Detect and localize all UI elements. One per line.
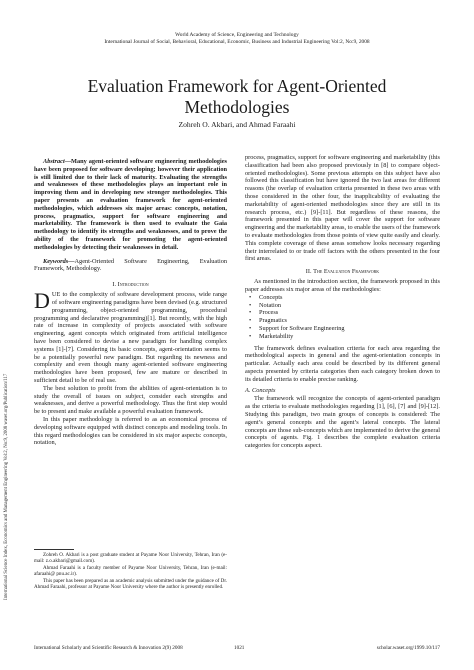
footnote-divider [34, 549, 74, 550]
section-heading-framework: II. The Evaluation Framework [305, 268, 380, 276]
keywords: Keywords—Agent-Oriented Software Engineering, Evaluation Framework, Methodology. [34, 257, 227, 273]
list-item: • Concepts [259, 294, 440, 302]
authors: Zohreh O. Akbari, and Ahmad Faraahi [178, 120, 296, 129]
drop-cap: D [34, 288, 50, 314]
list-item: • Marketability [259, 333, 440, 341]
intro-paragraph-1: DUE to the complexity of software development process, wide range of software engineering paradigms have been devised (e.g. structured programming, object-oriented programming, procedural programming and declarative programming)[1]. But recently, with the high rate of increase in complexity of projects associated with software engineering, agent concepts which originated from artificial intelligence have been considered to devise a new paradigm for handling complex systems [1]-[7]. Considering its basic concepts, agent-orientation seems to be a potentially powerful new paradigm. But regarding its newness and complexity and even though many agent-oriented software engineering methodologies have been proposed, few are mature or described in sufficient detail to be of real use. [34, 288, 227, 384]
side-margin-text: International Science Index, Economics and Management Engineering Vol:2, No:9, 2008 waset.org/Publication/117 [4, 373, 9, 600]
paper-title-line2: Methodologies [184, 97, 290, 117]
paper-title [40, 76, 434, 118]
keywords-label: Keywords [43, 257, 69, 265]
footer-journal: International Scholarly and Scientific Research & Innovation 2(9) 2008 [34, 645, 183, 651]
list-item: • Pragmatics [259, 317, 440, 325]
subsection-heading-concepts: A. Concepts [245, 386, 276, 394]
paper-title-line1: Evaluation Framework for Agent-Oriented [87, 76, 387, 96]
intro-paragraph-2: The best solution to profit from the abilities of agent-orientation is to study the overall of issues on subject, consider each strengths and weaknesses, and derive a powerful methodology. Thus the first step would be to present and make available a powerful evaluation framework. [34, 384, 227, 416]
list-item: • Support for Software Engineering [259, 325, 440, 333]
framework-paragraph-3: The framework will recognize the concepts of agent-oriented paradigm as the criteria to evaluate methodologies regarding [1], [6], [7] and [9]-[12]. Studying this paradigm, two main groups of concepts is considered: The agent’s general concepts and the agent’s lateral concepts. The lateral concepts are those sub-concepts which are implemented to derive the general concepts of agents. Fig. 1 describes the complete evaluation criteria categories for concepts aspect. [245, 395, 440, 450]
framework-paragraph-2: The framework defines evaluation criteria for each area regarding the methodological aspects in general and the agent-orientation concepts in particular. Actually each area could be described by its different general aspects presented by criteria categories then each category broken down to its detailed criteria to enable precise ranking. [245, 344, 440, 383]
footer-page-number: 1021 [234, 645, 245, 651]
right-column [245, 154, 440, 450]
list-item: • Process [259, 309, 440, 317]
left-column [34, 158, 227, 447]
footnote-2: Ahmad Faraahi is a faculty member of Payame Noor University, Tehran, Iran (e-mail: afaraahi@ pnu.ac.ir). [34, 565, 227, 578]
footnote-1: Zohreh O. Akbari is a post graduate student at Payame Noor University, Tehran, Iran (e-mail: z.o.akbari@gmail.com). [34, 552, 227, 565]
keywords-text: Agent-Oriented Software Engineering, Evaluation Framework, Methodology. [34, 257, 227, 273]
areas-bullet-list [245, 294, 440, 341]
footer-url: scholar.waset.org/1999.10/117 [376, 645, 440, 651]
footnotes [34, 552, 227, 592]
list-item: • Notation [259, 302, 440, 310]
abstract: Abstract—Many agent-oriented software engineering methodologies have been proposed for software developing; however their application is still limited due to their lack of maturity. Evaluating the strengths and weaknesses of these methodologies plays an important role in improving them and in developing new stronger methodologies. This paper presents an evaluation framework for agent-oriented methodologies, which addresses six major areas: concepts, notation, process, pragmatics, support for software engineering and marketability. The framework is then used to evaluate the Gaia methodology to identify its strengths and weaknesses, and to prove the ability of the framework for promoting the agent-oriented methodologies by detecting their weaknesses in detail. [34, 158, 227, 251]
abstract-label: Abstract [43, 158, 65, 165]
footnote-3: This paper has been prepared as an academic analysis submitted under the guidance of Dr. Ahmad Faraahi, professor at Payame Noor University where the author is presently enrolled. [34, 578, 228, 591]
section-heading-introduction: I. Introduction [112, 281, 149, 289]
framework-paragraph-1: As mentioned in the introduction section, the framework proposed in this paper addresses six major areas of the methodologies: [245, 278, 440, 293]
intro-paragraph-3: In this paper methodology is referred to as an economical process of developing software equipped with distinct concepts and modeling tools. In this regard methodologies can be considered in six major aspects: concepts, notation, [34, 415, 227, 447]
abstract-text: Many agent-oriented software engineering methodologies have been proposed for software developing; however their application is still limited due to their lack of maturity. Evaluating the strengths and weaknesses of these methodologies plays an important role in improving them and in developing new stronger methodologies. This paper presents an evaluation framework for agent-oriented methodologies, which addresses six major areas: concepts, notation, process, pragmatics, support for software engineering and marketability. The framework is then used to evaluate the Gaia methodology to identify its strengths and weaknesses, and to prove the ability of the framework for promoting the agent-oriented methodologies by detecting their weaknesses in detail. [34, 158, 227, 251]
right-paragraph-1: process, pragmatics, support for software engineering and marketability (this classification had been also proposed previously in [8] to compare object-oriented methodologies). Some previous attempts on this subject have also followed this classification but have ignored the two last areas for different reasons (the overlap of evaluation criteria presented in these two areas with those considered in the other four, the inapplicability of evaluating the marketability of agent-oriented methodologies since they are still in its research process, etc.) [9]-[11]. But regardless of these reasons, the framework presented in this paper will cover the support for software engineering and the marketability areas, to enable the users of the framework to evaluate methodologies from those points of view quite easily and clearly. This complete coverage of these areas somehow looks necessary regarding their interrelated to or trade off factors with the others presented in the four first areas. [245, 154, 440, 263]
journal-header-line1: World Academy of Science, Engineering and Technology [175, 32, 299, 38]
journal-header-line2: International Journal of Social, Behavioral, Educational, Economic, Business and Industrial Engineering Vol:2, No:9, 2008 [104, 39, 370, 45]
